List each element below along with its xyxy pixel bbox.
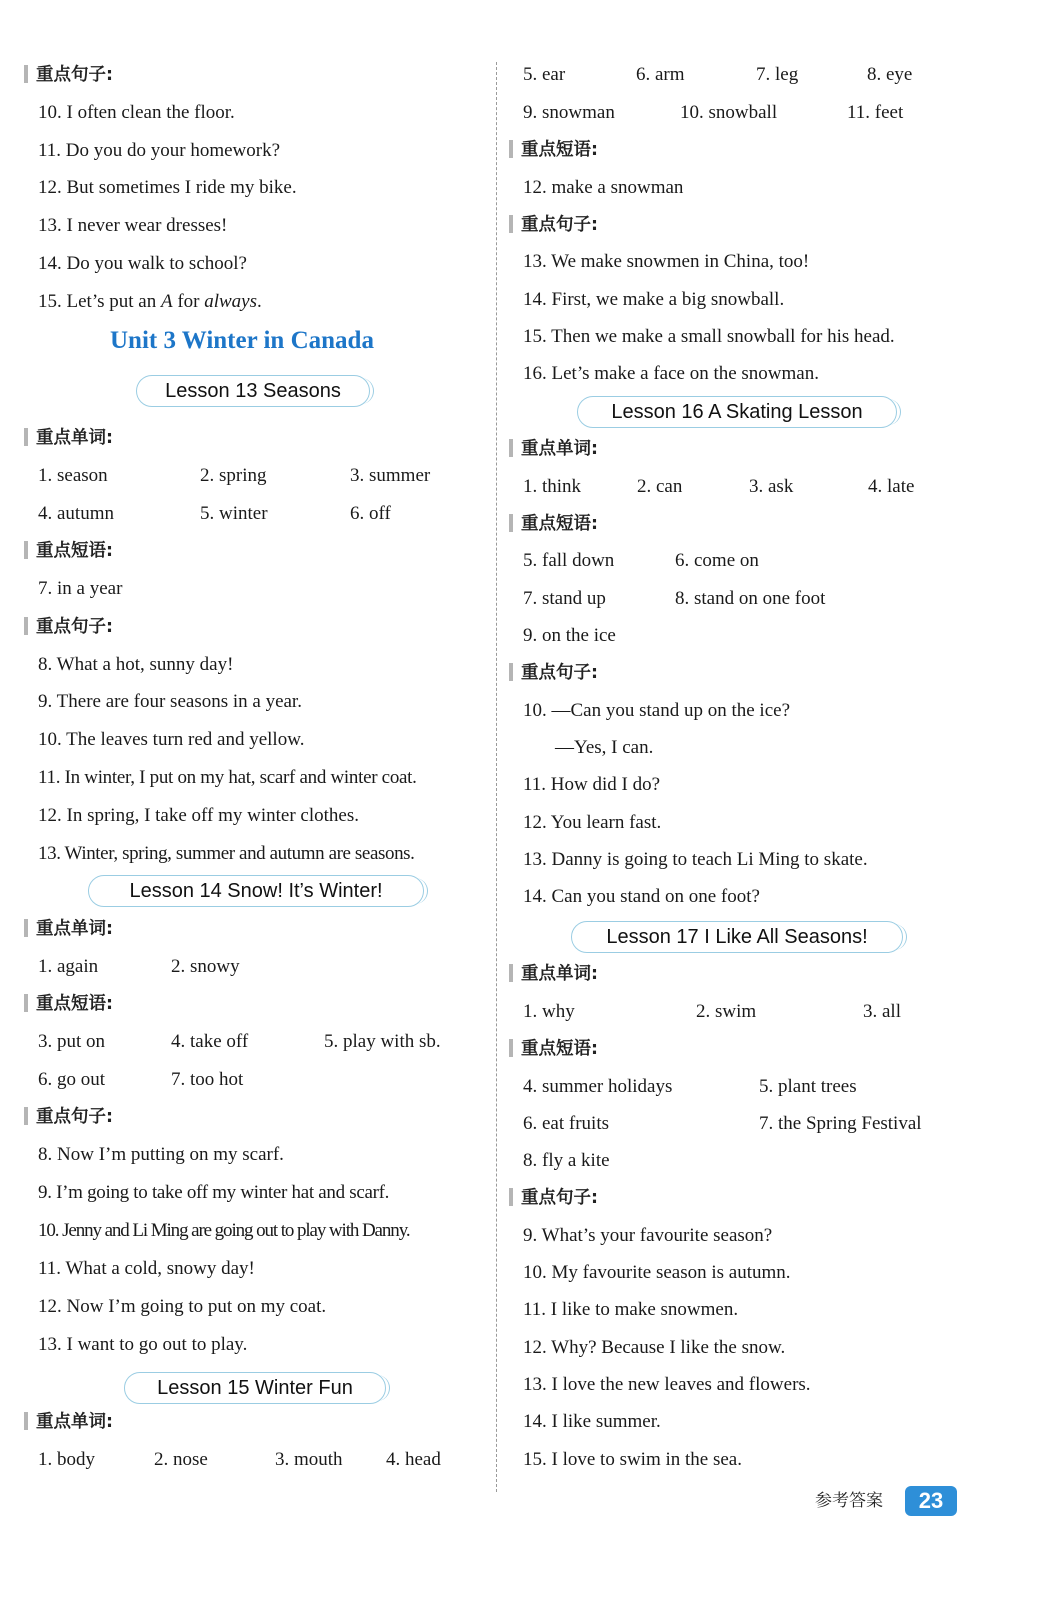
sentence: 9. I’m going to take off my winter hat and scarf. [38, 1182, 390, 1203]
word: 4. head [386, 1449, 441, 1470]
sentence: 12. But sometimes I ride my bike. [38, 177, 297, 198]
word-row [523, 101, 1003, 125]
sentence: 10. I often clean the floor. [38, 102, 235, 123]
phrase: 8. stand on one foot [675, 588, 826, 609]
phrase: 5. plant trees [759, 1076, 857, 1097]
sentence: 12. In spring, I take off my winter clothes. [38, 805, 359, 826]
sentence: 12. Now I’m going to put on my coat. [38, 1296, 327, 1317]
section-header: 重点单词: [509, 962, 598, 986]
sentence: 9. There are four seasons in a year. [38, 691, 302, 712]
lesson-16-title: Lesson 16 A Skating Lesson [577, 396, 897, 428]
sentence: 10. Jenny and Li Ming are going out to play with Danny. [38, 1220, 410, 1241]
word: 2. nose [154, 1449, 208, 1470]
section-header: 重点短语: [509, 1037, 598, 1061]
sentence: 13. I never wear dresses! [38, 215, 228, 236]
sentence: 11. In winter, I put on my hat, scarf and winter coat. [38, 767, 417, 788]
phrase: 7. the Spring Festival [759, 1113, 922, 1134]
phrase: 4. summer holidays [523, 1076, 673, 1097]
word: 3. all [863, 1001, 901, 1022]
phrase: 7. too hot [171, 1069, 244, 1090]
sentence: 9. What’s your favourite season? [523, 1225, 773, 1246]
phrase: 4. take off [171, 1031, 249, 1052]
word: 3. ask [749, 476, 794, 497]
sentence: 8. Now I’m putting on my scarf. [38, 1144, 284, 1165]
word: 1. again [38, 956, 99, 977]
word: 2. spring [200, 465, 267, 486]
word-row [523, 63, 1003, 87]
lesson-13-title: Lesson 13 Seasons [136, 375, 370, 407]
phrase: 6. come on [675, 550, 759, 571]
word-row [523, 475, 1003, 499]
word: 10. snowball [680, 102, 778, 123]
section-header: 重点句子: [509, 213, 598, 237]
column-divider [496, 62, 497, 1492]
word-row [38, 502, 478, 526]
sentence: 12. Why? Because I like the snow. [523, 1337, 786, 1358]
page-number: 23 [905, 1486, 957, 1516]
sentence: 11. What a cold, snowy day! [38, 1258, 255, 1279]
word: 9. snowman [523, 102, 615, 123]
phrase: 6. eat fruits [523, 1113, 610, 1134]
phrase: 9. on the ice [523, 625, 616, 646]
phrase: 12. make a snowman [523, 177, 684, 198]
sentence: 10. My favourite season is autumn. [523, 1262, 791, 1283]
phrase: 5. play with sb. [324, 1031, 441, 1052]
word-row [38, 464, 478, 488]
word: 1. body [38, 1449, 95, 1470]
phrase-row [38, 1030, 478, 1054]
section-header: 重点单词: [509, 437, 598, 461]
phrase: 5. fall down [523, 550, 615, 571]
word-row [38, 1448, 478, 1472]
sentence: —Yes, I can. [555, 737, 654, 758]
section-header: 重点短语: [24, 539, 113, 563]
phrase-row [523, 1075, 1003, 1099]
sentence: 13. Danny is going to teach Li Ming to skate. [523, 849, 868, 870]
sentence: 14. Can you stand on one foot? [523, 886, 760, 907]
word: 3. mouth [275, 1449, 343, 1470]
word: 6. off [350, 503, 391, 524]
phrase-row [523, 587, 1003, 611]
section-header: 重点单词: [24, 426, 113, 450]
word: 2. can [637, 476, 683, 497]
sentence: 14. First, we make a big snowball. [523, 289, 785, 310]
sentence: 13. Winter, spring, summer and autumn are seasons. [38, 843, 415, 864]
sentence: 15. Then we make a small snowball for his head. [523, 326, 895, 347]
lesson-17-title: Lesson 17 I Like All Seasons! [571, 921, 903, 953]
sentence: 8. What a hot, sunny day! [38, 654, 234, 675]
answer-key-label: 参考答案 [815, 1491, 883, 1511]
word: 5. ear [523, 64, 566, 85]
word: 6. arm [636, 64, 685, 85]
sentence: 13. I want to go out to play. [38, 1334, 248, 1355]
section-header: 重点短语: [24, 992, 113, 1016]
word: 1. why [523, 1001, 575, 1022]
word-row [523, 1000, 1003, 1024]
word: 2. swim [696, 1001, 757, 1022]
sentence: 11. Do you do your homework? [38, 140, 281, 161]
sentence: 12. You learn fast. [523, 812, 662, 833]
word: 4. late [868, 476, 915, 497]
word: 7. leg [756, 64, 799, 85]
section-header: 重点句子: [24, 1105, 113, 1129]
phrase-row [523, 1112, 1003, 1136]
unit-title: Unit 3 Winter in Canada [110, 327, 374, 354]
sentence: 14. Do you walk to school? [38, 253, 247, 274]
phrase: 7. in a year [38, 578, 123, 599]
section-header: 重点句子: [24, 63, 113, 87]
phrase-row [523, 549, 1003, 573]
word: 8. eye [867, 64, 913, 85]
sentence: 10. —Can you stand up on the ice? [523, 700, 791, 721]
word: 1. season [38, 465, 108, 486]
phrase: 6. go out [38, 1069, 106, 1090]
sentence: 14. I like summer. [523, 1411, 661, 1432]
section-header: 重点单词: [24, 1410, 113, 1434]
word: 3. summer [350, 465, 431, 486]
section-header: 重点单词: [24, 917, 113, 941]
phrase: 7. stand up [523, 588, 606, 609]
word: 11. feet [847, 102, 904, 123]
word: 4. autumn [38, 503, 114, 524]
section-header: 重点句子: [24, 615, 113, 639]
word-row [38, 955, 478, 979]
sentence: 13. I love the new leaves and flowers. [523, 1374, 811, 1395]
sentence: 13. We make snowmen in China, too! [523, 251, 810, 272]
sentence: 11. How did I do? [523, 774, 661, 795]
lesson-15-title: Lesson 15 Winter Fun [124, 1372, 386, 1404]
sentence: 11. I like to make snowmen. [523, 1299, 739, 1320]
phrase-row [38, 1068, 478, 1092]
word: 1. think [523, 476, 582, 497]
section-header: 重点句子: [509, 661, 598, 685]
phrase: 3. put on [38, 1031, 106, 1052]
sentence: 16. Let’s make a face on the snowman. [523, 363, 819, 384]
word: 5. winter [200, 503, 268, 524]
section-header: 重点句子: [509, 1186, 598, 1210]
sentence: 15. Let’s put an A for always. [38, 291, 262, 312]
word: 2. snowy [171, 956, 240, 977]
lesson-14-title: Lesson 14 Snow! It’s Winter! [88, 875, 424, 907]
phrase: 8. fly a kite [523, 1150, 610, 1171]
section-header: 重点短语: [509, 512, 598, 536]
sentence: 10. The leaves turn red and yellow. [38, 729, 305, 750]
section-header: 重点短语: [509, 138, 598, 162]
sentence: 15. I love to swim in the sea. [523, 1449, 742, 1470]
